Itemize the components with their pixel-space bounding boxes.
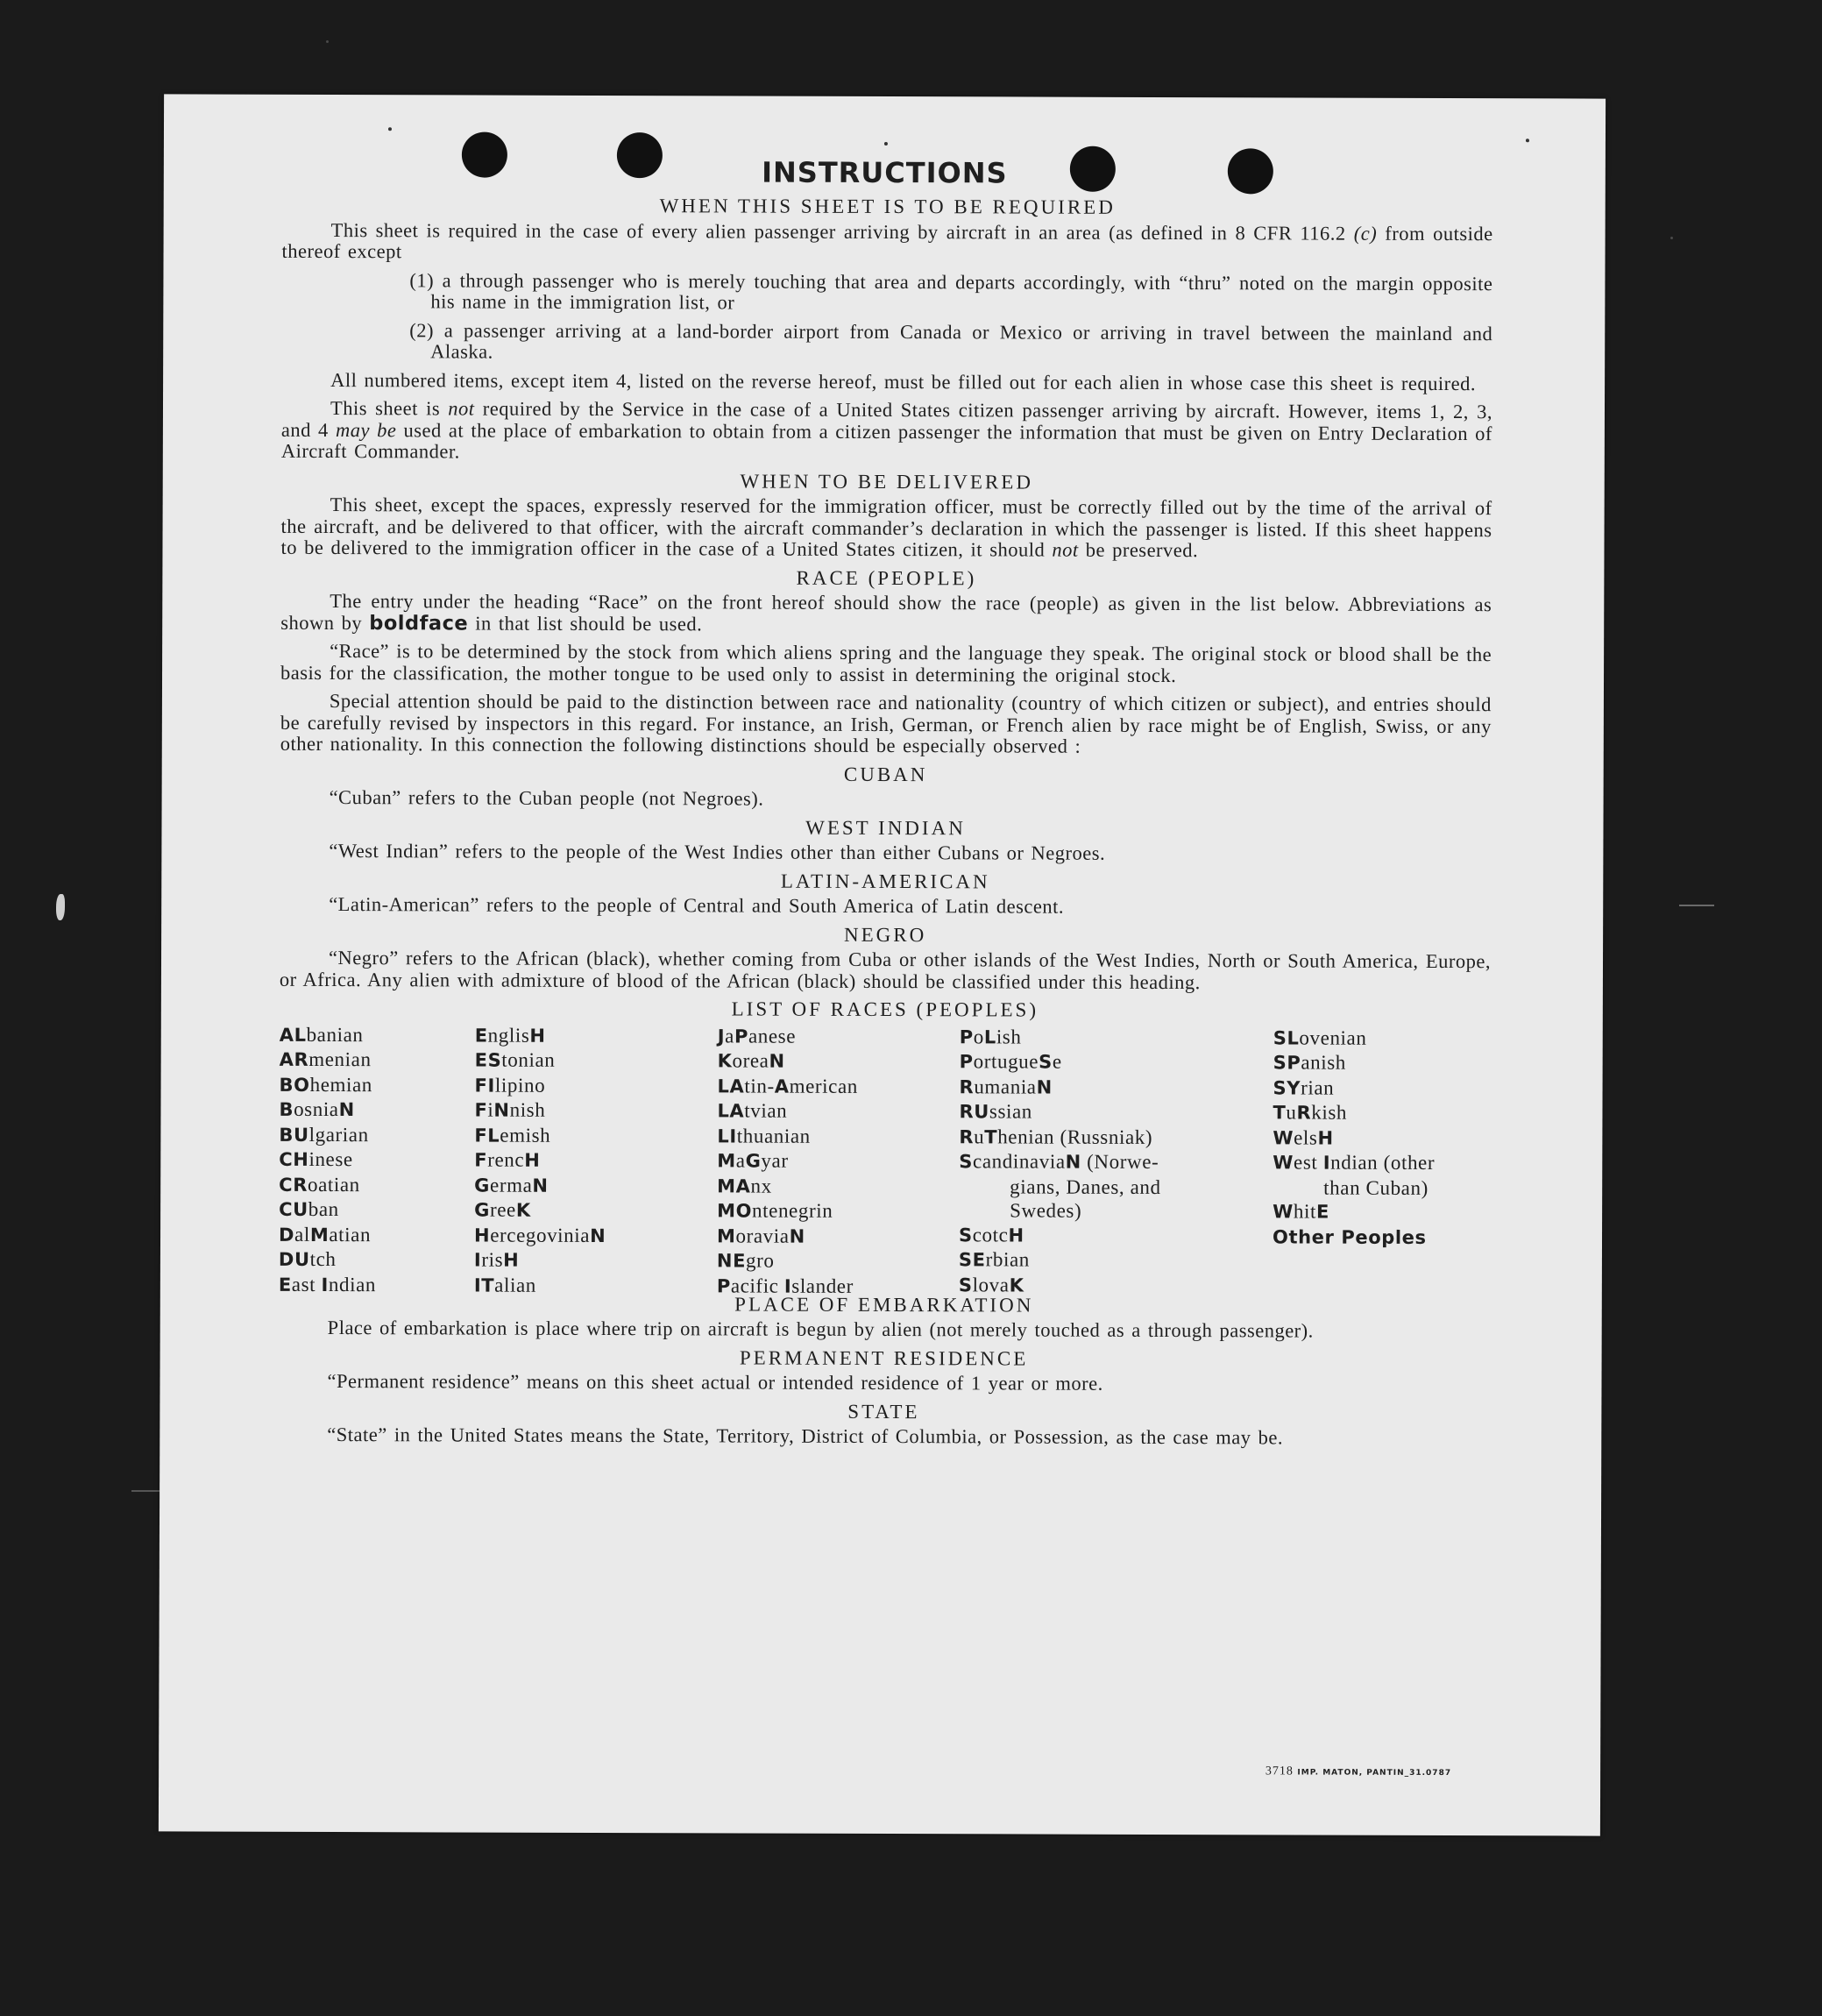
abbreviation: CR bbox=[279, 1174, 308, 1196]
race-column bbox=[474, 1023, 606, 1298]
race-text: al bbox=[294, 1223, 310, 1246]
race-entry bbox=[279, 1222, 376, 1247]
heading-race: RACE (PEOPLE) bbox=[796, 566, 977, 589]
race-text: tin- bbox=[744, 1075, 775, 1097]
text: The entry under the heading “Race” on the front hereof should show the race (people) as given in the list below. Abbreviations as shown by bbox=[280, 590, 1492, 634]
race-entry bbox=[717, 1124, 857, 1149]
scan-mark bbox=[131, 1490, 161, 1492]
abbreviation: MA bbox=[717, 1175, 751, 1197]
race-entry bbox=[1273, 1050, 1492, 1075]
paragraph: All numbered items, except item 4, listed on the reverse hereof, must be filled out for each alien in whose case this sheet is required. bbox=[330, 368, 1477, 394]
race-text: lova bbox=[972, 1273, 1010, 1295]
abbreviation: J bbox=[717, 1025, 726, 1047]
printer-mark: IMP. MATON, PANTIN_31.0787 bbox=[1297, 1768, 1452, 1778]
abbreviation: M bbox=[717, 1150, 736, 1172]
abbreviation: SY bbox=[1273, 1076, 1301, 1099]
race-text: ercegovinia bbox=[490, 1224, 591, 1246]
abbreviation: I bbox=[783, 1275, 792, 1297]
race-entry bbox=[475, 1073, 606, 1098]
abbreviation: SE bbox=[958, 1249, 986, 1271]
race-entry bbox=[475, 1048, 606, 1074]
scan-mark bbox=[1679, 905, 1714, 906]
race-column bbox=[1273, 1026, 1492, 1250]
text: This sheet, except the spaces, expressly reserved for the immigration officer, must be correctly filled out by the time of the arrival of the aircraft, and be delivered to that officer, with the aircraft commander’s declaration in which the passenger is listed. If this sheet happens to be delivered to the immigration officer in the case of a United States citizen, it should bbox=[280, 493, 1492, 561]
race-text: Swedes) bbox=[1010, 1199, 1082, 1222]
race-entry bbox=[279, 1272, 376, 1297]
scan-speck bbox=[1670, 237, 1673, 239]
race-text: nish bbox=[509, 1098, 546, 1121]
exception-item-2: (2) a passenger arriving at a land-border airport from Canada or Mexico or arriving in travel between the mainland and Alaska. bbox=[409, 318, 1493, 363]
abbreviation: S bbox=[958, 1224, 973, 1246]
race-entry bbox=[717, 1224, 857, 1249]
stray-dot bbox=[388, 127, 392, 131]
race-text: nglis bbox=[487, 1024, 530, 1047]
abbreviation: H bbox=[524, 1149, 541, 1171]
abbreviation: ES bbox=[474, 1049, 502, 1071]
abbreviation: P bbox=[734, 1025, 749, 1047]
race-entry bbox=[718, 1074, 858, 1099]
abbreviation: N bbox=[1065, 1151, 1081, 1173]
race-text: emish bbox=[500, 1124, 551, 1146]
race-text: ovenian bbox=[1299, 1026, 1367, 1049]
abbreviation: N bbox=[1036, 1076, 1053, 1098]
race-text: rian bbox=[1301, 1076, 1335, 1099]
race-entry bbox=[959, 1125, 1161, 1150]
abbreviation: F bbox=[474, 1099, 488, 1121]
text: required by the Service in the case of a United States citizen passenger arriving by aircraft. However, items 1, 2, 3, and 4 bbox=[280, 397, 1493, 441]
abbreviation: LA bbox=[717, 1100, 745, 1122]
race-text: tch bbox=[309, 1247, 337, 1271]
paragraph: “State” in the United States means the State, Territory, District of Columbia, or Possession, as the case may be. bbox=[327, 1423, 1284, 1449]
race-text: o bbox=[973, 1025, 984, 1047]
race-entry bbox=[474, 1173, 606, 1198]
heading-embarkation: PLACE OF EMBARKATION bbox=[734, 1292, 1034, 1317]
abbreviation: I bbox=[321, 1274, 329, 1295]
abbreviation: MO bbox=[717, 1200, 753, 1222]
race-text: kish bbox=[1311, 1101, 1348, 1124]
abbreviation: S bbox=[958, 1274, 973, 1295]
heading-permanent-residence: PERMANENT RESIDENCE bbox=[739, 1345, 1029, 1370]
race-entry bbox=[279, 1247, 376, 1273]
abbreviation: W bbox=[1273, 1152, 1294, 1174]
stray-dot bbox=[884, 142, 888, 146]
abbreviation: R bbox=[1296, 1102, 1312, 1124]
race-entry bbox=[960, 1049, 1162, 1075]
race-text: ris bbox=[481, 1248, 504, 1271]
heading-negro: NEGRO bbox=[843, 923, 927, 946]
race-text: (Norwe- bbox=[1081, 1150, 1159, 1173]
race-text: ndian (other bbox=[1330, 1151, 1436, 1174]
race-text: est bbox=[1294, 1151, 1323, 1174]
abbreviation: BU bbox=[279, 1124, 309, 1146]
race-entry bbox=[959, 1099, 1161, 1125]
paragraph: Special attention should be paid to the distinction between race and nationality (country of which citizen or subject), and entries should be carefully revised by inspectors in this regard. For instance, an Irish, German, or French alien by race might be of English, Swiss, or any other nationality. In this connection the following distinctions should be especially observed : bbox=[280, 690, 1492, 757]
race-entry bbox=[717, 1148, 857, 1174]
race-entry bbox=[475, 1023, 606, 1048]
race-list bbox=[278, 1022, 1491, 1297]
heading-west-indian: WEST INDIAN bbox=[805, 816, 966, 839]
race-entry bbox=[959, 1198, 1161, 1223]
race-entry bbox=[717, 1198, 857, 1224]
abbreviation: W bbox=[1273, 1126, 1294, 1148]
abbreviation: K bbox=[1009, 1274, 1024, 1296]
race-entry bbox=[279, 1122, 376, 1147]
abbreviation: F bbox=[474, 1149, 488, 1171]
abbreviation: N bbox=[532, 1175, 549, 1196]
race-text: menian bbox=[308, 1047, 372, 1071]
race-text: e bbox=[1052, 1050, 1062, 1073]
race-text: gro bbox=[746, 1249, 775, 1272]
paragraph: “West Indian” refers to the people of the West Indies other than either Cubans or Negroes. bbox=[329, 840, 1106, 864]
race-text: ast bbox=[291, 1273, 322, 1295]
scan-speck bbox=[326, 40, 329, 43]
heading-when-delivered: WHEN TO BE DELIVERED bbox=[740, 469, 1034, 493]
race-text: alian bbox=[494, 1274, 536, 1296]
abbreviation: H bbox=[503, 1249, 520, 1271]
race-entry bbox=[1273, 1199, 1492, 1225]
race-entry bbox=[1273, 1026, 1492, 1051]
race-text: thuanian bbox=[736, 1124, 811, 1147]
race-entry bbox=[959, 1223, 1161, 1248]
race-entry bbox=[959, 1175, 1161, 1199]
race-text: yar bbox=[761, 1149, 789, 1172]
paragraph: “Negro” refers to the African (black), whether coming from Cuba or other islands of the West Indies, North or South America, Europe, or Africa. Any alien with admixture of blood of the African (black) should be classified under this heading. bbox=[279, 947, 1492, 993]
abbreviation: L bbox=[983, 1026, 996, 1047]
race-text: nx bbox=[750, 1175, 772, 1197]
race-entry bbox=[1273, 1175, 1492, 1200]
race-text: banian bbox=[306, 1023, 364, 1046]
race-text: tonian bbox=[501, 1048, 556, 1071]
heading-list-of-races: LIST OF RACES (PEOPLES) bbox=[731, 997, 1039, 1021]
paragraph bbox=[280, 494, 1492, 563]
race-entry bbox=[279, 1147, 376, 1173]
race-text: anese bbox=[748, 1025, 797, 1047]
paragraph: “Race” is to be determined by the stock from which aliens spring and the language they speak. The original stock or blood shall be the basis for the classification, the mother tongue to be used only to assist in determining the original stock. bbox=[280, 640, 1492, 686]
abbreviation: FI bbox=[474, 1075, 495, 1097]
text: not bbox=[1052, 538, 1079, 561]
text: may be bbox=[335, 418, 397, 441]
abbreviation: N bbox=[789, 1225, 805, 1247]
abbreviation: K bbox=[515, 1199, 531, 1221]
race-text: than Cuban) bbox=[1323, 1176, 1429, 1199]
abbreviation: SL bbox=[1273, 1026, 1300, 1048]
race-entry bbox=[474, 1098, 606, 1124]
race-column bbox=[717, 1024, 858, 1299]
abbreviation: A bbox=[774, 1075, 790, 1097]
race-entry bbox=[279, 1097, 376, 1123]
race-entry bbox=[474, 1198, 606, 1224]
race-entry bbox=[279, 1172, 376, 1197]
race-entry bbox=[474, 1248, 606, 1274]
abbreviation: NE bbox=[716, 1250, 747, 1272]
race-text: slander bbox=[791, 1274, 854, 1297]
race-text: osnia bbox=[294, 1097, 339, 1121]
race-text: umania bbox=[974, 1075, 1037, 1098]
abbreviation: Other Peoples bbox=[1272, 1225, 1427, 1248]
text: in that list should be used. bbox=[468, 612, 703, 635]
race-text: hit bbox=[1293, 1200, 1317, 1223]
race-text: renc bbox=[487, 1148, 525, 1171]
race-entry bbox=[960, 1025, 1162, 1050]
paragraph bbox=[280, 591, 1492, 637]
abbreviation: H bbox=[473, 1225, 491, 1246]
abbreviation: B bbox=[279, 1098, 294, 1120]
race-text: a bbox=[725, 1024, 735, 1047]
race-text: i bbox=[487, 1098, 494, 1121]
race-entry bbox=[959, 1247, 1161, 1273]
race-entry bbox=[1273, 1075, 1492, 1101]
race-entry bbox=[474, 1273, 606, 1298]
race-text: u bbox=[974, 1125, 985, 1147]
race-entry bbox=[717, 1174, 857, 1199]
text: This sheet is required in the case of every alien passenger arriving by aircraft in an area (as defined in 8 CFR 116.2 bbox=[330, 218, 1354, 245]
race-column bbox=[959, 1025, 1161, 1298]
abbreviation: M bbox=[309, 1224, 330, 1246]
race-text: els bbox=[1294, 1125, 1318, 1149]
abbreviation: D bbox=[278, 1224, 295, 1246]
race-entry bbox=[717, 1274, 857, 1299]
paragraph bbox=[281, 398, 1492, 466]
race-entry bbox=[1273, 1100, 1492, 1125]
race-text: ntenegrin bbox=[752, 1199, 833, 1222]
race-text: henian (Russniak) bbox=[997, 1125, 1153, 1148]
exception-item-1: (1) a through passenger who is merely touching that area and departs accordingly, with “thru” noted on the margin opposite his name in the immigration list, or bbox=[409, 268, 1493, 314]
race-text: candinavia bbox=[972, 1150, 1066, 1173]
abbreviation: E bbox=[1315, 1201, 1329, 1223]
stray-dot bbox=[1526, 138, 1529, 142]
race-text: oatian bbox=[307, 1173, 360, 1196]
race-entry bbox=[718, 1024, 858, 1049]
abbreviation: T bbox=[1273, 1102, 1287, 1124]
race-text: a bbox=[735, 1149, 746, 1172]
paragraph bbox=[282, 219, 1493, 266]
abbreviation: R bbox=[959, 1125, 975, 1147]
race-column bbox=[279, 1022, 377, 1297]
abbreviation: M bbox=[716, 1225, 736, 1246]
abbreviation: N bbox=[338, 1099, 355, 1121]
form-number: 3718 bbox=[1265, 1764, 1294, 1778]
printer-footer bbox=[1265, 1764, 1451, 1779]
abbreviation: SP bbox=[1273, 1052, 1301, 1074]
abbreviation: RU bbox=[959, 1101, 989, 1123]
race-text: ish bbox=[996, 1025, 1022, 1047]
heading-cuban: CUBAN bbox=[843, 763, 928, 785]
race-entry bbox=[959, 1273, 1161, 1298]
abbreviation: R bbox=[959, 1075, 975, 1097]
text: from outside thereof except bbox=[281, 222, 1493, 263]
abbreviation: BO bbox=[279, 1074, 310, 1096]
text: boldface bbox=[369, 611, 469, 635]
abbreviation: G bbox=[474, 1175, 491, 1196]
paragraph: “Cuban” refers to the Cuban people (not Negroes). bbox=[329, 786, 764, 810]
race-entry bbox=[474, 1148, 606, 1174]
text: be preserved. bbox=[1078, 538, 1199, 562]
abbreviation: IT bbox=[473, 1274, 495, 1296]
race-text: ssian bbox=[989, 1100, 1032, 1123]
text: This sheet is bbox=[330, 397, 449, 420]
race-text: anish bbox=[1301, 1051, 1346, 1074]
abbreviation: S bbox=[1039, 1051, 1053, 1073]
text: (c) bbox=[1353, 222, 1378, 245]
race-entry bbox=[717, 1098, 857, 1124]
abbreviation: LI bbox=[717, 1125, 737, 1146]
paragraph: “Permanent residence” means on this sheet actual or intended residence of 1 year or more. bbox=[327, 1370, 1103, 1395]
race-entry bbox=[280, 1072, 377, 1097]
abbreviation: K bbox=[717, 1050, 733, 1072]
race-text: cotc bbox=[972, 1223, 1009, 1246]
abbreviation: H bbox=[1317, 1127, 1334, 1149]
race-entry bbox=[1273, 1125, 1492, 1151]
race-text: atian bbox=[329, 1223, 372, 1246]
race-text: acific bbox=[730, 1274, 784, 1297]
heading-state: STATE bbox=[847, 1400, 920, 1423]
abbreviation: P bbox=[716, 1274, 731, 1296]
race-text: erma bbox=[490, 1174, 533, 1196]
heading-latin-american: LATIN-AMERICAN bbox=[780, 870, 990, 892]
race-text: gians, Danes, and bbox=[1010, 1175, 1161, 1198]
text: not bbox=[448, 397, 475, 420]
race-text: oravia bbox=[735, 1224, 790, 1247]
race-entry bbox=[474, 1223, 606, 1248]
paragraph: “Latin-American” refers to the people of Central and South America of Latin descent. bbox=[329, 893, 1065, 918]
abbreviation: N bbox=[590, 1225, 606, 1246]
race-entry bbox=[279, 1197, 376, 1223]
race-text: rbian bbox=[985, 1248, 1030, 1271]
race-entry bbox=[718, 1048, 858, 1074]
abbreviation: I bbox=[1322, 1152, 1331, 1174]
race-entry bbox=[1273, 1225, 1492, 1250]
race-entry bbox=[959, 1149, 1161, 1175]
abbreviation: CU bbox=[279, 1198, 308, 1220]
abbreviation: E bbox=[474, 1025, 488, 1047]
abbreviation: AL bbox=[279, 1024, 307, 1046]
race-text: ban bbox=[308, 1197, 339, 1221]
abbreviation: P bbox=[959, 1026, 974, 1047]
abbreviation: W bbox=[1273, 1201, 1294, 1223]
abbreviation: E bbox=[278, 1274, 292, 1295]
abbreviation: AR bbox=[279, 1048, 309, 1070]
race-entry bbox=[1273, 1150, 1492, 1175]
race-text: ndian bbox=[328, 1273, 377, 1295]
race-text: lgarian bbox=[308, 1123, 369, 1146]
abbreviation: H bbox=[1008, 1224, 1024, 1246]
abbreviation: CH bbox=[279, 1148, 309, 1170]
instructions-body bbox=[278, 195, 1493, 1457]
race-text: merican bbox=[789, 1075, 858, 1097]
abbreviation: S bbox=[959, 1151, 974, 1173]
abbreviation: T bbox=[984, 1125, 998, 1147]
abbreviation: FL bbox=[474, 1125, 500, 1146]
abbreviation: G bbox=[474, 1199, 491, 1221]
text: used at the place of embarkation to obtain from a citizen passenger the information that must be given on Entry Declaration of Aircraft Commander. bbox=[280, 418, 1492, 463]
document-sheet bbox=[159, 94, 1606, 1835]
abbreviation: N bbox=[769, 1050, 785, 1072]
race-text: inese bbox=[308, 1147, 353, 1171]
race-text: tvian bbox=[744, 1099, 788, 1122]
abbreviation: P bbox=[959, 1051, 974, 1073]
race-entry bbox=[280, 1022, 377, 1047]
paragraph: Place of embarkation is place where trip on aircraft is begun by alien (not merely touched as a through passenger). bbox=[327, 1317, 1314, 1342]
race-entry bbox=[280, 1047, 377, 1073]
abbreviation: H bbox=[529, 1025, 546, 1047]
race-text: ree bbox=[489, 1198, 516, 1221]
race-text: lipino bbox=[494, 1074, 546, 1097]
abbreviation: I bbox=[473, 1249, 482, 1271]
race-entry bbox=[474, 1123, 606, 1148]
abbreviation: LA bbox=[717, 1075, 745, 1097]
race-text: ortugue bbox=[973, 1050, 1039, 1073]
page-title: INSTRUCTIONS bbox=[762, 155, 1008, 190]
abbreviation: N bbox=[493, 1099, 510, 1121]
scan-mark bbox=[56, 894, 65, 920]
heading-when-required: WHEN THIS SHEET IS TO BE REQUIRED bbox=[659, 195, 1116, 218]
abbreviation: G bbox=[745, 1150, 762, 1172]
race-entry bbox=[717, 1248, 857, 1274]
race-text: hemian bbox=[309, 1073, 372, 1096]
abbreviation: DU bbox=[278, 1248, 310, 1270]
race-entry bbox=[960, 1075, 1162, 1100]
race-text: orea bbox=[732, 1049, 769, 1072]
race-text: u bbox=[1286, 1101, 1297, 1124]
